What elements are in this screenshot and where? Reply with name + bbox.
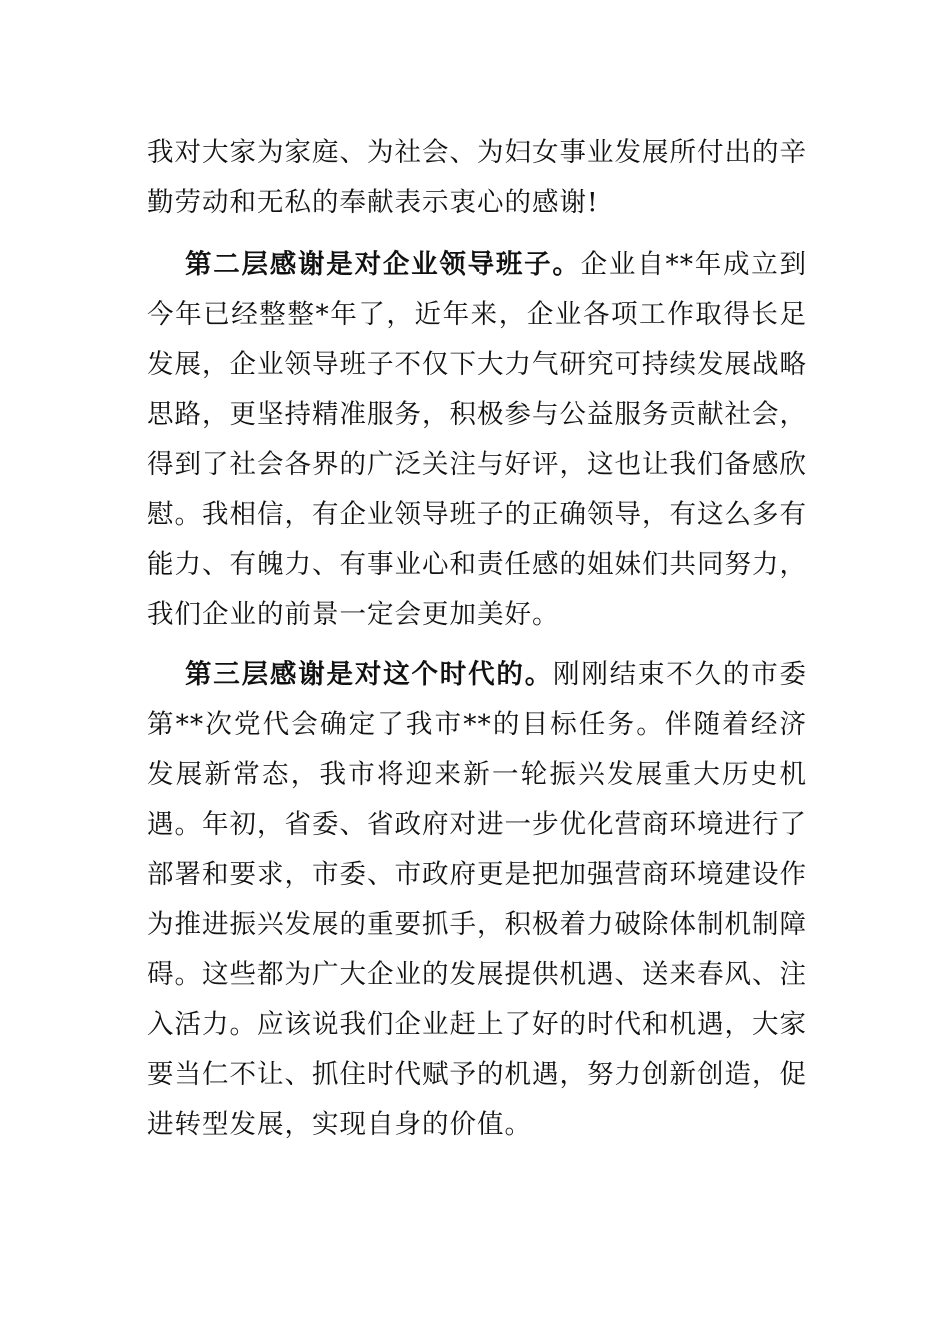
- paragraph-lead: 第三层感谢是对这个时代的。: [185, 659, 554, 690]
- paragraph-text: 我对大家为家庭、为社会、为妇女事业发展所付出的辛勤劳动和无私的奉献表示衷心的感谢!: [147, 137, 807, 218]
- paragraph-lead: 第二层感谢是对企业领导班子。: [185, 249, 581, 280]
- paragraph-second-thanks: [147, 240, 807, 640]
- paragraph-continued: [147, 128, 807, 228]
- paragraph-text: 刚刚结束不久的市委第**次党代会确定了我市**的目标任务。伴随着经济发展新常态，我市将迎来新一轮振兴发展重大历史机遇。年初，省委、省政府对进一步优化营商环境进行了部署和要求，市委、市政府更是把加强营商环境建设作为推进振兴发展的重要抓手，积极着力破除体制机制障碍。这些都为广大企业的发展提供机遇、送来春风、注入活力。应该说我们企业赶上了好的时代和机遇，大家要当仁不让、抓住时代赋予的机遇，努力创新创造，促进转型发展，实现自身的价值。: [147, 659, 808, 1140]
- paragraph-third-thanks: [147, 650, 807, 1150]
- paragraph-text: 企业自**年成立到今年已经整整*年了，近年来，企业各项工作取得长足发展，企业领导班子不仅下大力气研究可持续发展战略思路，更坚持精准服务，积极参与公益服务贡献社会，得到了社会各界的广泛关注与好评，这也让我们备感欣慰。我相信，有企业领导班子的正确领导，有这么多有能力、有魄力、有事业心和责任感的姐妹们共同努力，我们企业的前景一定会更加美好。: [147, 249, 808, 630]
